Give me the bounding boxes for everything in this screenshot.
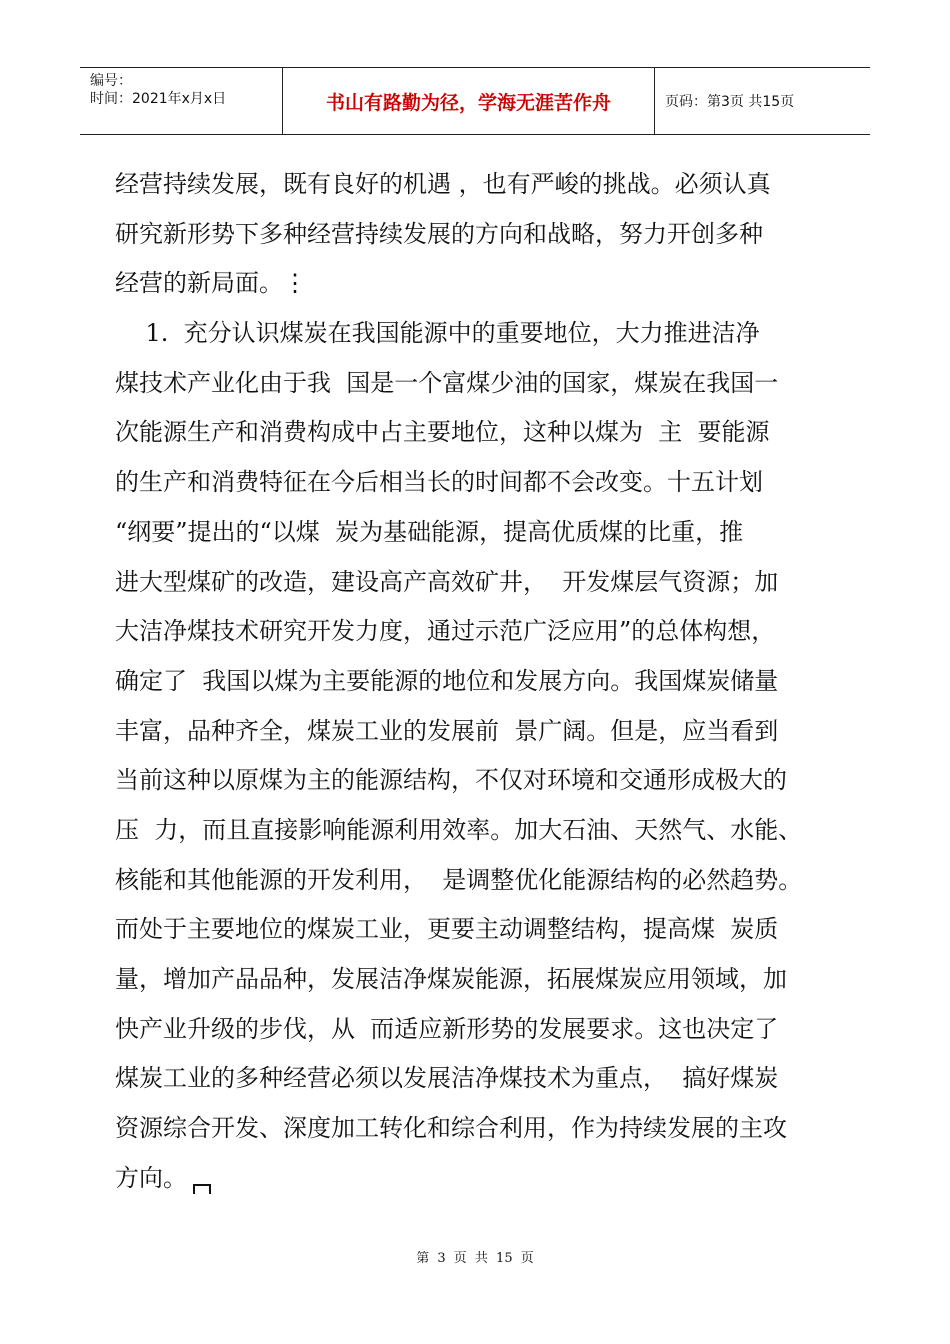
body-line-text: 方向。 xyxy=(115,1163,187,1192)
body-line: 量，增加产品品种，发展洁净煤炭能源，拓展煤炭应用领域，加 xyxy=(115,965,787,993)
body-line-last xyxy=(115,1154,850,1204)
document-body xyxy=(115,160,850,1203)
document-date: 时间：2021年x月x日 xyxy=(90,91,227,107)
body-line: 煤技术产业化由于我 国是一个富煤少油的国家，煤炭在我国一 xyxy=(115,368,779,397)
body-line: 次能源生产和消费构成中占主要地位，这种以煤为 主 要能源 xyxy=(115,418,770,447)
paragraph-end-mark-icon xyxy=(193,1184,211,1194)
body-line: 快产业升级的步伐，从 而适应新形势的发展要求。这也决定了 xyxy=(115,1014,779,1043)
header-page-info: 页码：第3页 共15页 xyxy=(665,94,795,110)
body-line: 1. 充分认识煤炭在我国能源中的重要地位，大力推进洁净 xyxy=(115,319,760,348)
page-footer: 第 3 页 共 15 页 xyxy=(416,1251,534,1266)
body-line: 确定了 我国以煤为主要能源的地位和发展方向。我国煤炭储量 xyxy=(115,666,779,695)
body-line: 而处于主要地位的煤炭工业，更要主动调整结构，提高煤 炭质 xyxy=(115,915,779,944)
body-line: 的生产和消费特征在今后相当长的时间都不会改变。十五计划 xyxy=(115,468,763,497)
body-line: 核能和其他能源的开发利用， 是调整优化能源结构的必然趋势。 xyxy=(115,865,803,894)
body-line: 进大型煤矿的改造，建设高产高效矿井， 开发煤层气资源；加 xyxy=(115,567,779,596)
document-number-label: 编号： xyxy=(90,73,132,89)
body-line: 煤炭工业的多种经营必须以发展洁净煤技术为重点， 搞好煤炭 xyxy=(115,1064,779,1093)
body-line: 资源综合开发、深度加工转化和综合利用，作为持续发展的主攻 xyxy=(115,1114,787,1143)
page-header xyxy=(80,67,870,135)
body-line: 经营的新局面。⋮ xyxy=(115,269,307,298)
body-line: 经营持续发展，既有良好的机遇 ，也有严峻的挑战。必须认真 xyxy=(115,170,771,198)
body-line: 丰富，品种齐全，煤炭工业的发展前 景广阔。但是，应当看到 xyxy=(115,716,779,745)
body-line: “纲要”提出的“以煤 炭为基础能源，提高优质煤的比重，推 xyxy=(115,517,744,546)
header-meta xyxy=(80,68,283,134)
body-line: 当前这种以原煤为主的能源结构，不仅对环境和交通形成极大的 xyxy=(115,766,787,795)
body-line: 压 力，而且直接影响能源利用效率。加大石油、天然气、水能、 xyxy=(115,815,803,844)
header-motto: 书山有路勤为径，学海无涯苦作舟 xyxy=(283,68,655,134)
body-line: 研究新形势下多种经营持续发展的方向和战略，努力开创多种 xyxy=(115,219,763,248)
body-line: 大洁净煤技术研究开发力度，通过示范广泛应用”的总体构想， xyxy=(115,617,776,646)
